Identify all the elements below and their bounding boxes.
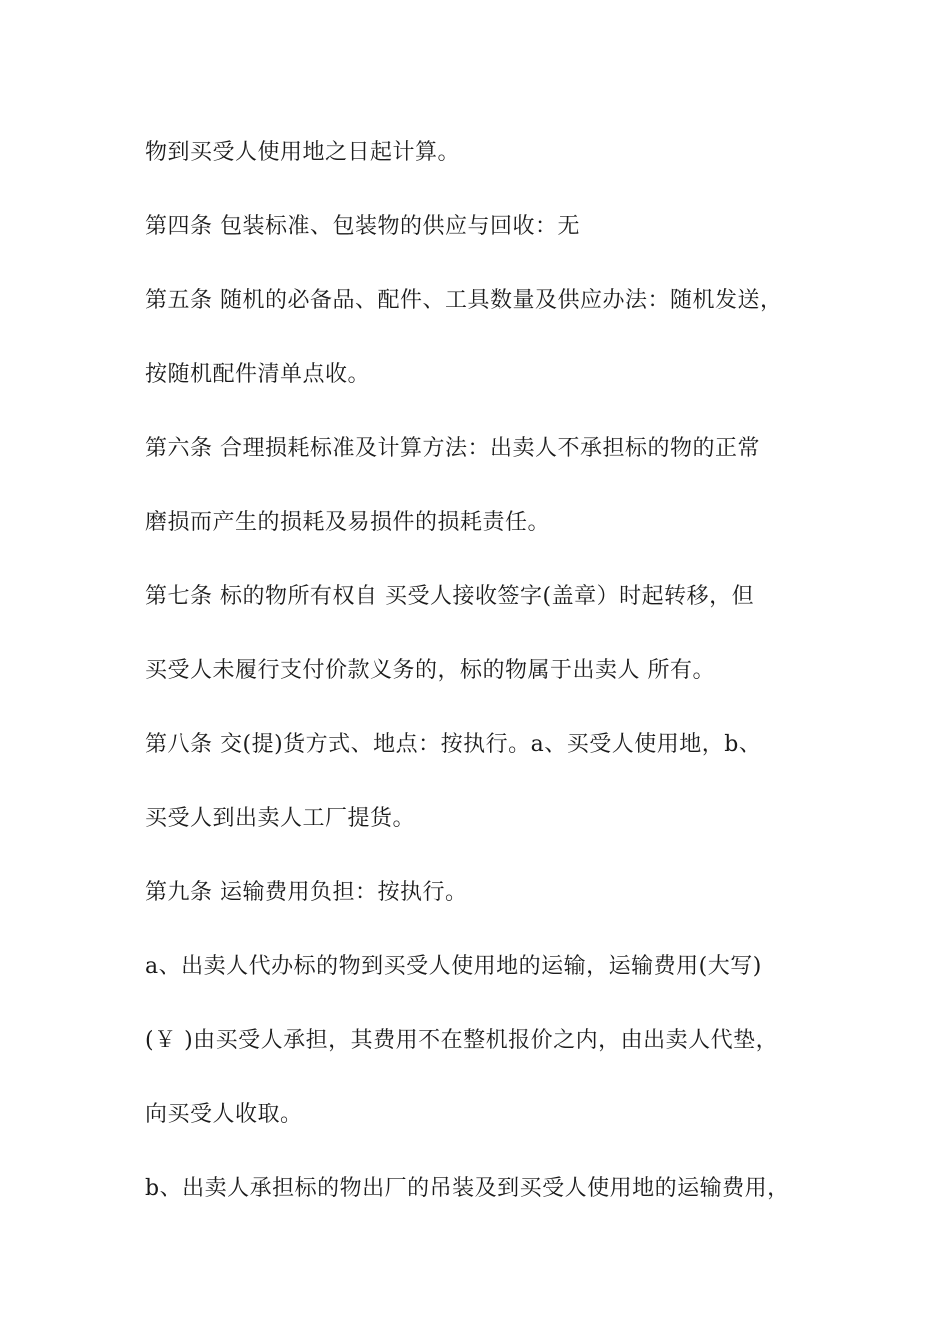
text-line-1: 物到买受人使用地之日起计算。 bbox=[145, 140, 461, 165]
text-line-4: 按随机配件清单点收。 bbox=[145, 362, 371, 387]
text-line-11: 第九条 运输费用负担：按执行。 bbox=[145, 880, 468, 905]
text-line-9: 第八条 交(提)货方式、地点：按执行。a、买受人使用地，b、 bbox=[145, 732, 762, 757]
document-body bbox=[145, 128, 845, 1238]
text-line-2: 第四条 包装标准、包装物的供应与回收：无 bbox=[145, 214, 580, 239]
text-line-10: 买受人到出卖人工厂提货。 bbox=[145, 806, 416, 831]
text-line-7: 第七条 标的物所有权自 买受人接收签字(盖章）时起转移，但 bbox=[145, 584, 755, 609]
text-line-15: b、出卖人承担标的物出厂的吊装及到买受人使用地的运输费用， bbox=[145, 1176, 790, 1201]
text-line-14: 向买受人收取。 bbox=[145, 1102, 303, 1127]
text-line-6: 磨损而产生的损耗及易损件的损耗责任。 bbox=[145, 510, 551, 535]
text-line-12: a、出卖人代办标的物到买受人使用地的运输，运输费用(大写) bbox=[145, 954, 762, 979]
text-line-3: 第五条 随机的必备品、配件、工具数量及供应办法：随机发送， bbox=[145, 288, 783, 313]
text-line-8: 买受人未履行支付价款义务的，标的物属于出卖人 所有。 bbox=[145, 658, 715, 683]
text-line-13: (￥ )由买受人承担，其费用不在整机报价之内，由出卖人代垫， bbox=[145, 1028, 779, 1053]
text-line-5: 第六条 合理损耗标准及计算方法：出卖人不承担标的物的正常 bbox=[145, 436, 760, 461]
